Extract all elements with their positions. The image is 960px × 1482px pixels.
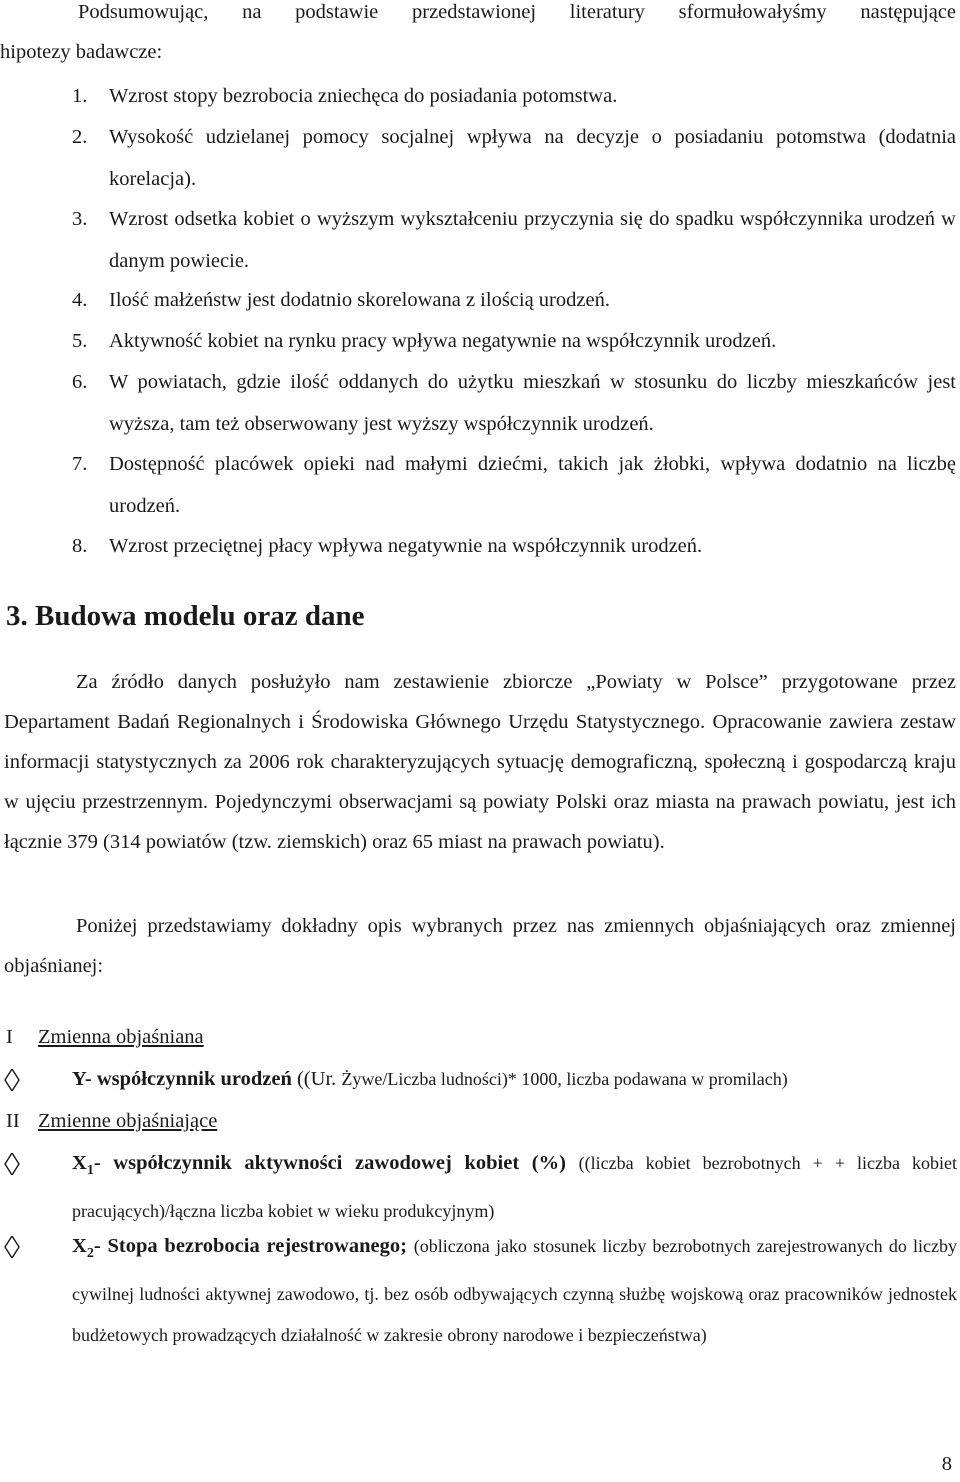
hypothesis-text: Dostępność placówek opieki nad małymi dziećmi, takich jak żłobki, wpływa dodatnio na liczbę urodzeń. <box>109 453 956 517</box>
diamond-bullet-icon <box>4 1069 20 1091</box>
variable-y-text <box>72 1059 957 1100</box>
variable-x1-symbol <box>72 1152 94 1179</box>
diamond-bullet-icon <box>4 1153 20 1175</box>
variable-x2-symbol <box>72 1235 94 1262</box>
variable-y-def-b: Żywe/Liczba ludności)* 1000, liczba podawana w promilach) <box>341 1069 788 1089</box>
hypothesis-number: 2. <box>72 126 88 148</box>
variable-y-item <box>0 1059 957 1100</box>
intro-line-2: hipotezy badawcze: <box>0 41 163 63</box>
paragraph-variables-intro: Poniżej przedstawiamy dokładny opis wybranych przez nas zmiennych objaśniających oraz zmiennej objaśnianej: <box>4 915 956 977</box>
hypothesis-number: 4. <box>72 289 88 311</box>
hypothesis-number: 8. <box>72 535 88 557</box>
paragraph-data-source: Za źródło danych posłużyło nam zestawienie zbiorcze „Powiaty w Polsce” przygotowane przez Departament Badań Regionalnych i Środowiska Głównego Urzędu Statystycznego. Opracowanie zawiera zestaw informacji statystycznych za 2006 rok charakteryzujących sytuację demograficzną, społeczną i gospodarczą kraju w ujęciu przestrzennym. Pojedynczymi obserwacjami są powiaty Polski oraz miasta na prawach powiatu, jest ich łącznie 379 (314 powiatów (tzw. ziemskich) oraz 65 miast na prawach powiatu). <box>4 671 956 853</box>
page-number: 8 <box>941 1453 952 1475</box>
hypothesis-item <box>72 362 956 445</box>
hypothesis-item <box>72 199 956 282</box>
hypothesis-number: 1. <box>72 85 88 107</box>
variable-x1-subscript: 1 <box>86 1163 94 1179</box>
hypothesis-item <box>72 526 956 568</box>
variable-x2-text <box>72 1226 957 1356</box>
variable-x1-item <box>0 1143 957 1232</box>
intro-line-1: Podsumowując, na podstawie przedstawionej literatury sformułowałyśmy następujące <box>78 1 956 23</box>
hypothesis-number: 5. <box>72 330 88 352</box>
variable-y-def-a: ((Ur. <box>296 1068 342 1090</box>
hypothesis-number: 3. <box>72 208 88 230</box>
section-roman-numeral: II <box>6 1110 20 1132</box>
hypothesis-text: Wzrost stopy bezrobocia zniechęca do posiadania potomstwa. <box>109 85 618 107</box>
variable-x2-item <box>0 1226 957 1356</box>
variable-x2-label: - Stopa bezrobocia rejestrowanego; <box>93 1235 407 1257</box>
variable-x1-text <box>72 1143 957 1232</box>
section-title: Zmienna objaśniana <box>38 1026 204 1048</box>
section-heading: 3. Budowa modelu oraz dane <box>6 600 365 632</box>
section-explanatory-variables <box>6 1106 217 1136</box>
hypothesis-text: Aktywność kobiet na rynku pracy wpływa negatywnie na współczynnik urodzeń. <box>109 330 777 352</box>
hypothesis-text: Wysokość udzielanej pomocy socjalnej wpływa na decyzje o posiadaniu potomstwa (dodatnia korelacja). <box>109 126 956 190</box>
hypothesis-text: Ilość małżeństw jest dodatnio skorelowana z ilością urodzeń. <box>109 289 610 311</box>
variable-x2-sym: X <box>72 1235 87 1257</box>
hypothesis-text: Wzrost odsetka kobiet o wyższym wykształceniu przyczynia się do spadku współczynnika urodzeń w danym powiecie. <box>109 208 956 272</box>
hypothesis-item <box>72 321 956 363</box>
diamond-bullet-icon <box>4 1236 20 1258</box>
variable-x2-definition: (obliczona jako stosunek liczby bezrobotnych zarejestrowanych do liczby cywilnej ludności aktywnej zawodowo, tj. bez osób odbywających czynną służbę wojskową oraz pracowników jednostek budżetowych prowadzących działalność w zakresie obrony narodowe i bezpieczeństwa) <box>72 1236 958 1346</box>
variable-x1-definition: ((liczba kobiet bezrobotnych + + liczba kobiet pracujących)/łączna liczba kobiet w wieku produkcyjnym) <box>72 1153 957 1222</box>
variable-x2-subscript: 2 <box>86 1246 94 1262</box>
hypothesis-number: 7. <box>72 453 88 475</box>
variable-x1-label: - współczynnik aktywności zawodowej kobiet (%) <box>93 1152 566 1174</box>
section-dependent-variable <box>6 1022 204 1052</box>
hypothesis-text: W powiatach, gdzie ilość oddanych do użytku mieszkań w stosunku do liczby mieszkańców jest wyższa, tam też obserwowany jest wyższy współczynnik urodzeń. <box>109 371 956 435</box>
variable-y-label: Y- współczynnik urodzeń <box>72 1068 292 1090</box>
hypothesis-item <box>72 280 956 322</box>
hypothesis-item <box>72 117 956 200</box>
hypothesis-item <box>72 444 956 527</box>
section-title: Zmienne objaśniające <box>38 1110 218 1132</box>
hypothesis-text: Wzrost przeciętnej płacy wpływa negatywnie na współczynnik urodzeń. <box>109 535 703 557</box>
hypothesis-item <box>72 76 956 118</box>
variable-x1-sym: X <box>72 1152 87 1174</box>
hypothesis-number: 6. <box>72 371 88 393</box>
section-roman-numeral: I <box>6 1026 13 1048</box>
